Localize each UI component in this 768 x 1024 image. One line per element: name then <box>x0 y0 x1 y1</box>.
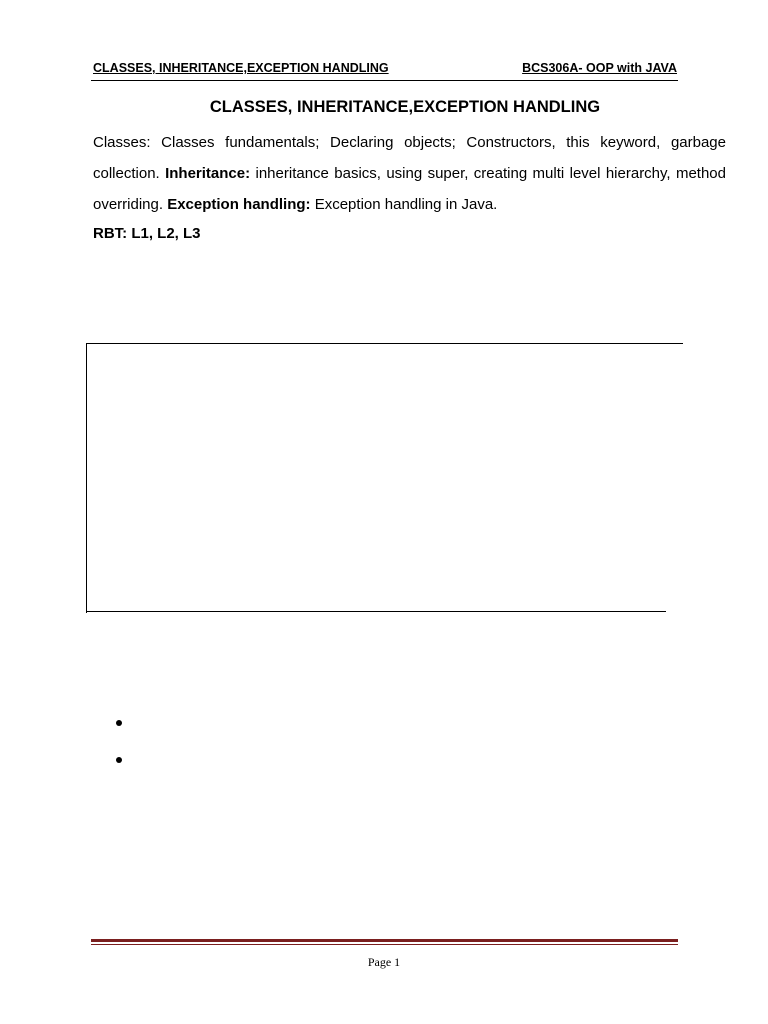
header-course-code: BCS306A- OOP with JAVA <box>522 61 677 75</box>
content-box-bottom-border <box>86 611 666 612</box>
exception-label: Exception handling: <box>167 196 311 213</box>
page-number: Page 1 <box>367 955 401 969</box>
bullet-point <box>116 757 122 763</box>
footer-divider-thin <box>91 944 678 945</box>
bullet-point <box>116 720 122 726</box>
exception-text: Exception handling in Java. <box>310 196 498 213</box>
inheritance-text: inheritance basics, using super, creating multi level hierarchy, method overriding. <box>93 165 726 213</box>
content-box-top-border <box>86 343 683 344</box>
classes-text: Classes: Classes fundamentals; Declaring objects; Constructors, this keyword, garbage collection. <box>93 134 726 182</box>
module-title: CLASSES, INHERITANCE,EXCEPTION HANDLING <box>209 98 601 116</box>
running-header <box>93 61 677 77</box>
header-chapter-title: CLASSES, INHERITANCE,EXCEPTION HANDLING <box>93 61 389 75</box>
header-divider <box>91 80 678 81</box>
inheritance-label: Inheritance: <box>165 165 251 182</box>
footer-divider-thick <box>91 939 678 942</box>
rbt-levels: RBT: L1, L2, L3 <box>93 225 201 242</box>
content-box-left-border <box>86 343 87 613</box>
syllabus-paragraph <box>93 127 726 220</box>
